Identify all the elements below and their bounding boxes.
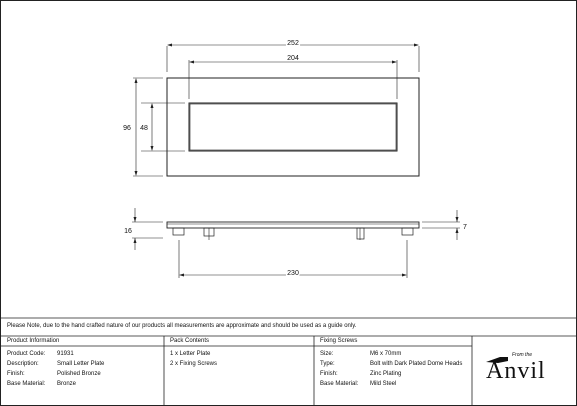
front-view xyxy=(123,40,419,176)
fixing-screws-heading: Fixing Screws xyxy=(320,338,358,344)
anvil-logo xyxy=(486,352,566,386)
screw-type-label: Type: xyxy=(320,361,335,367)
screw-material-label: Base Material: xyxy=(320,381,359,387)
logo-wordmark: Anvil xyxy=(486,358,546,384)
screw-type-value: Bolt with Dark Plated Dome Heads xyxy=(370,361,463,367)
description-value: Small Letter Plate xyxy=(57,361,105,367)
dim-fixing-centres: 230 xyxy=(287,270,299,277)
dim-aperture-height: 48 xyxy=(140,125,148,132)
pack-item: 1 x Letter Plate xyxy=(170,351,211,357)
screw-finish-value: Zinc Plating xyxy=(370,371,402,377)
dim-aperture-width: 204 xyxy=(287,55,299,62)
finish-value: Polished Bronze xyxy=(57,371,101,377)
aperture-inner xyxy=(190,104,396,150)
pack-item: 2 x Fixing Screws xyxy=(170,361,218,367)
plate-edge xyxy=(167,222,419,228)
dim-depth: 16 xyxy=(124,228,132,235)
plate-outline xyxy=(167,78,419,176)
dim-overall-width: 252 xyxy=(287,40,299,47)
dim-overall-height: 96 xyxy=(123,125,131,132)
disclaimer-note: Please Note, due to the hand crafted nature of our products all measurements are approximate and should be used as a guide only. xyxy=(7,323,357,329)
pack-contents-heading: Pack Contents xyxy=(170,338,210,344)
description-label: Description: xyxy=(7,361,39,367)
dim-plate-thickness: 7 xyxy=(463,224,467,231)
screw-material-value: Mild Steel xyxy=(370,381,397,387)
base-material-label: Base Material: xyxy=(7,381,46,387)
base-material-value: Bronze xyxy=(57,381,77,387)
screw-size-value: M6 x 70mm xyxy=(370,351,402,357)
logo-tagline: From the xyxy=(512,352,533,358)
aperture-outline xyxy=(189,103,397,151)
screw-finish-label: Finish: xyxy=(320,371,338,377)
product-code-value: 91931 xyxy=(57,351,74,357)
product-info-heading: Product Information xyxy=(7,338,60,344)
product-code-label: Product Code: xyxy=(7,351,46,357)
screw-size-label: Size: xyxy=(320,351,334,357)
side-view xyxy=(124,208,467,278)
finish-label: Finish: xyxy=(7,371,25,377)
